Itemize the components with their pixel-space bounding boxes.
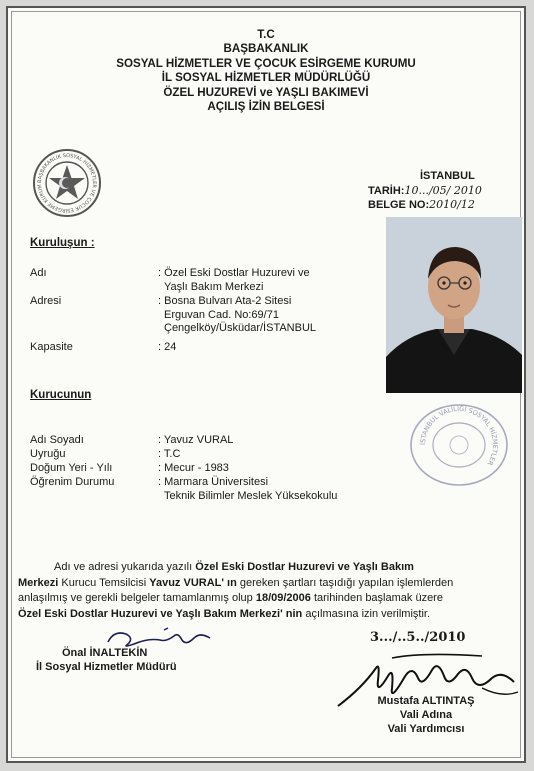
paragraph-line [18, 591, 520, 607]
document-header [8, 28, 524, 114]
field-label: Adresi [30, 295, 62, 307]
founder-birth-row [30, 462, 410, 476]
founder-section-title: Kurucunun [30, 389, 92, 401]
institution-address-row [30, 295, 370, 337]
approval-paragraph [18, 560, 520, 622]
document-number-label: BELGE NO: [368, 199, 430, 211]
governor-title: Vali Yardımcısı [387, 723, 465, 735]
document-number [368, 198, 482, 213]
field-value-line: : Özel Eski Dostlar Huzurevi ve [158, 267, 310, 279]
document-number-value: 2010/12 [429, 198, 475, 211]
paragraph-text: Adı ve adresi yukarıda yazılı [54, 561, 196, 573]
institution-capacity-row [30, 341, 370, 355]
emblem-ring-text: BAŞBAKANLIK SOSYAL HİZMETLER VE ÇOCUK ESİRGEME KURUM [36, 152, 98, 214]
field-value [158, 295, 316, 336]
signature-date: 3.../..5../2010 [370, 630, 466, 645]
stamp-ring-text: İSTANBUL VALİLİĞİ SOSYAL HİZMETLER [418, 404, 500, 467]
paragraph-bold-text: Özel Eski Dostlar Huzurevi ve Yaşlı Bakım Merkezi' nin [18, 607, 303, 620]
issue-date-label: TARİH: [368, 184, 405, 197]
paragraph-text: gereken şartları taşıdığı yapılan işlemlerden [236, 576, 454, 589]
paragraph-bold-text: Merkezi [18, 576, 59, 589]
header-line-ministry: BAŞBAKANLIK [223, 42, 309, 56]
field-label: Kapasite [30, 341, 73, 353]
issue-date [368, 184, 482, 199]
founder-photo [386, 217, 522, 393]
institution-section-title: Kuruluşun : [30, 237, 95, 249]
header-line-directorate: İL SOSYAL HİZMETLER MÜDÜRLÜĞÜ [161, 71, 371, 85]
field-label: Adı Soyadı [30, 434, 84, 446]
director-signature-block [36, 646, 177, 674]
field-value: : Mecur - 1983 [158, 462, 229, 474]
governor-name: Mustafa ALTINTAŞ [377, 695, 475, 707]
field-value-line: Yaşlı Bakım Merkezi [164, 280, 264, 293]
field-value [158, 267, 310, 294]
governor-signature-block [356, 694, 496, 736]
header-line-agency: SOSYAL HİZMETLER VE ÇOCUK ESİRGEME KURUMU [116, 56, 416, 70]
founder-name-row [30, 434, 410, 448]
field-label: Uyruğu [30, 448, 66, 460]
field-value-line: Çengelköy/Üsküdar/İSTANBUL [164, 322, 317, 335]
paragraph-line [18, 607, 520, 623]
paragraph-bold-text: Yavuz VURAL' ın [149, 576, 237, 589]
director-title: İl Sosyal Hizmetler Müdürü [36, 661, 177, 673]
paragraph-line [18, 560, 520, 576]
header-line-doc-title: AÇILIŞ İZİN BELGESİ [207, 100, 325, 114]
field-value-line: : Bosna Bulvarı Ata-2 Sitesi [158, 295, 292, 307]
star-crescent-seal-icon [32, 148, 102, 218]
header-line-tc: T.C [257, 28, 275, 41]
field-value-line: Teknik Bilimler Meslek Yüksekokulu [164, 489, 338, 502]
portrait-photo-icon [386, 217, 522, 393]
institution-details [30, 267, 370, 355]
paragraph-bold-text: 18/09/2006 [255, 592, 311, 604]
institution-name-row [30, 267, 370, 295]
paragraph-text: Kurucu Temsilcisi [58, 576, 150, 589]
founder-details [30, 434, 410, 504]
paragraph-text: açılmasına izin verilmiştir. [302, 607, 431, 620]
issue-info [368, 170, 482, 213]
founder-nationality-row [30, 448, 410, 462]
field-label: Adı [30, 267, 47, 279]
paragraph-line [18, 576, 520, 592]
field-value [158, 476, 337, 503]
certificate-page [6, 6, 526, 763]
issue-date-value: 10.../05/ 2010 [404, 183, 482, 197]
issue-city: İSTANBUL [420, 170, 475, 182]
field-value: : Yavuz VURAL [158, 434, 234, 446]
round-stamp-icon [406, 402, 512, 488]
director-name: Önal İNALTEKİN [62, 647, 148, 659]
field-label: Doğum Yeri - Yılı [30, 462, 113, 474]
field-value-line: : Marmara Üniversitesi [158, 476, 269, 488]
founder-education-row [30, 476, 410, 504]
field-value: : 24 [158, 341, 177, 353]
paragraph-bold-text: Özel Eski Dostlar Huzurevi ve Yaşlı Bakım [195, 561, 414, 573]
paragraph-text: tarihinden başlamak üzere [310, 592, 443, 604]
field-value-line: Erguvan Cad. No:69/71 [164, 308, 279, 321]
field-label: Öğrenim Durumu [30, 476, 115, 488]
governor-on-behalf: Vali Adına [399, 709, 453, 721]
emblem-seal [32, 148, 102, 218]
header-line-facility-type: ÖZEL HUZUREVİ ve YAŞLI BAKIMEVİ [163, 85, 369, 99]
field-value: : T.C [158, 448, 181, 460]
official-stamp [406, 402, 512, 488]
paragraph-text: anlaşılmış ve gerekli belgeler tamamlanmış olup [18, 592, 256, 604]
